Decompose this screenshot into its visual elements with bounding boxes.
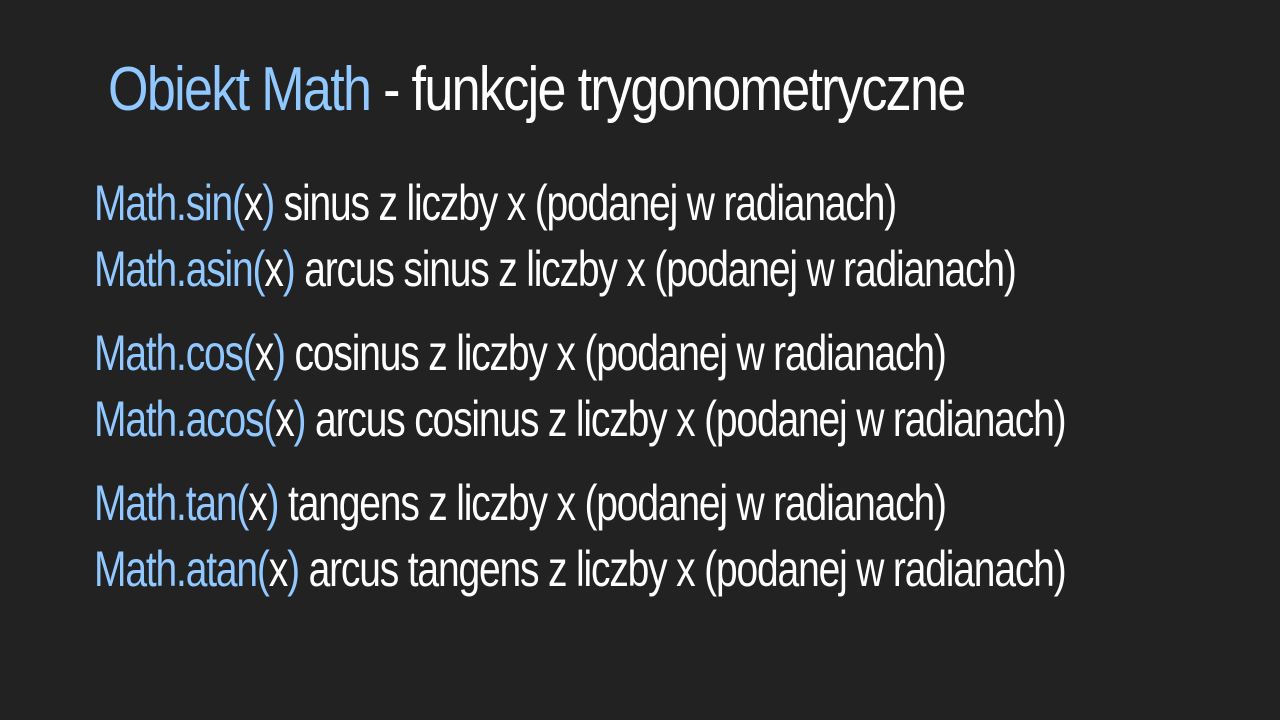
function-group-cos — [94, 320, 1280, 452]
slide-title-rest: - funkcje trygonometryczne — [370, 55, 965, 124]
function-description: tangens z liczby x (podanej w radianach) — [288, 475, 946, 531]
function-list — [94, 170, 1280, 620]
function-name: Math.cos — [94, 325, 243, 381]
function-line: Math.asin(x) arcus sinus z liczby x (podanej w radianach) — [94, 241, 1016, 297]
function-group-tan — [94, 470, 1280, 602]
function-description: arcus tangens z liczby x (podanej w radianach) — [308, 541, 1066, 597]
function-line: Math.sin(x) sinus z liczby x (podanej w radianach) — [94, 175, 897, 231]
function-arg: x — [275, 391, 294, 447]
function-name: Math.acos — [94, 391, 264, 447]
function-arg: x — [268, 541, 288, 597]
function-line: Math.acos(x) arcus cosinus z liczby x (podanej w radianach) — [94, 391, 1066, 447]
function-name: Math.sin — [94, 175, 233, 231]
function-name: Math.asin — [94, 241, 253, 297]
function-line: Math.cos(x) cosinus z liczby x (podanej w radianach) — [94, 325, 946, 381]
function-description: arcus sinus z liczby x (podanej w radianach) — [304, 241, 1016, 297]
function-arg: x — [243, 175, 263, 231]
function-arg: x — [254, 325, 274, 381]
function-description: cosinus z liczby x (podanej w radianach) — [294, 325, 946, 381]
slide-title-accent: Obiekt Math — [108, 55, 371, 124]
function-name: Math.atan — [94, 541, 257, 597]
function-description: arcus cosinus z liczby x (podanej w radianach) — [315, 391, 1066, 447]
slide-title — [108, 52, 965, 128]
function-line: Math.atan(x) arcus tangens z liczby x (podanej w radianach) — [94, 541, 1066, 597]
function-description: sinus z liczby x (podanej w radianach) — [283, 175, 897, 231]
function-name: Math.tan — [94, 475, 237, 531]
function-arg: x — [264, 241, 283, 297]
function-arg: x — [248, 475, 267, 531]
function-group-sin — [94, 170, 1280, 302]
function-line: Math.tan(x) tangens z liczby x (podanej w radianach) — [94, 475, 946, 531]
